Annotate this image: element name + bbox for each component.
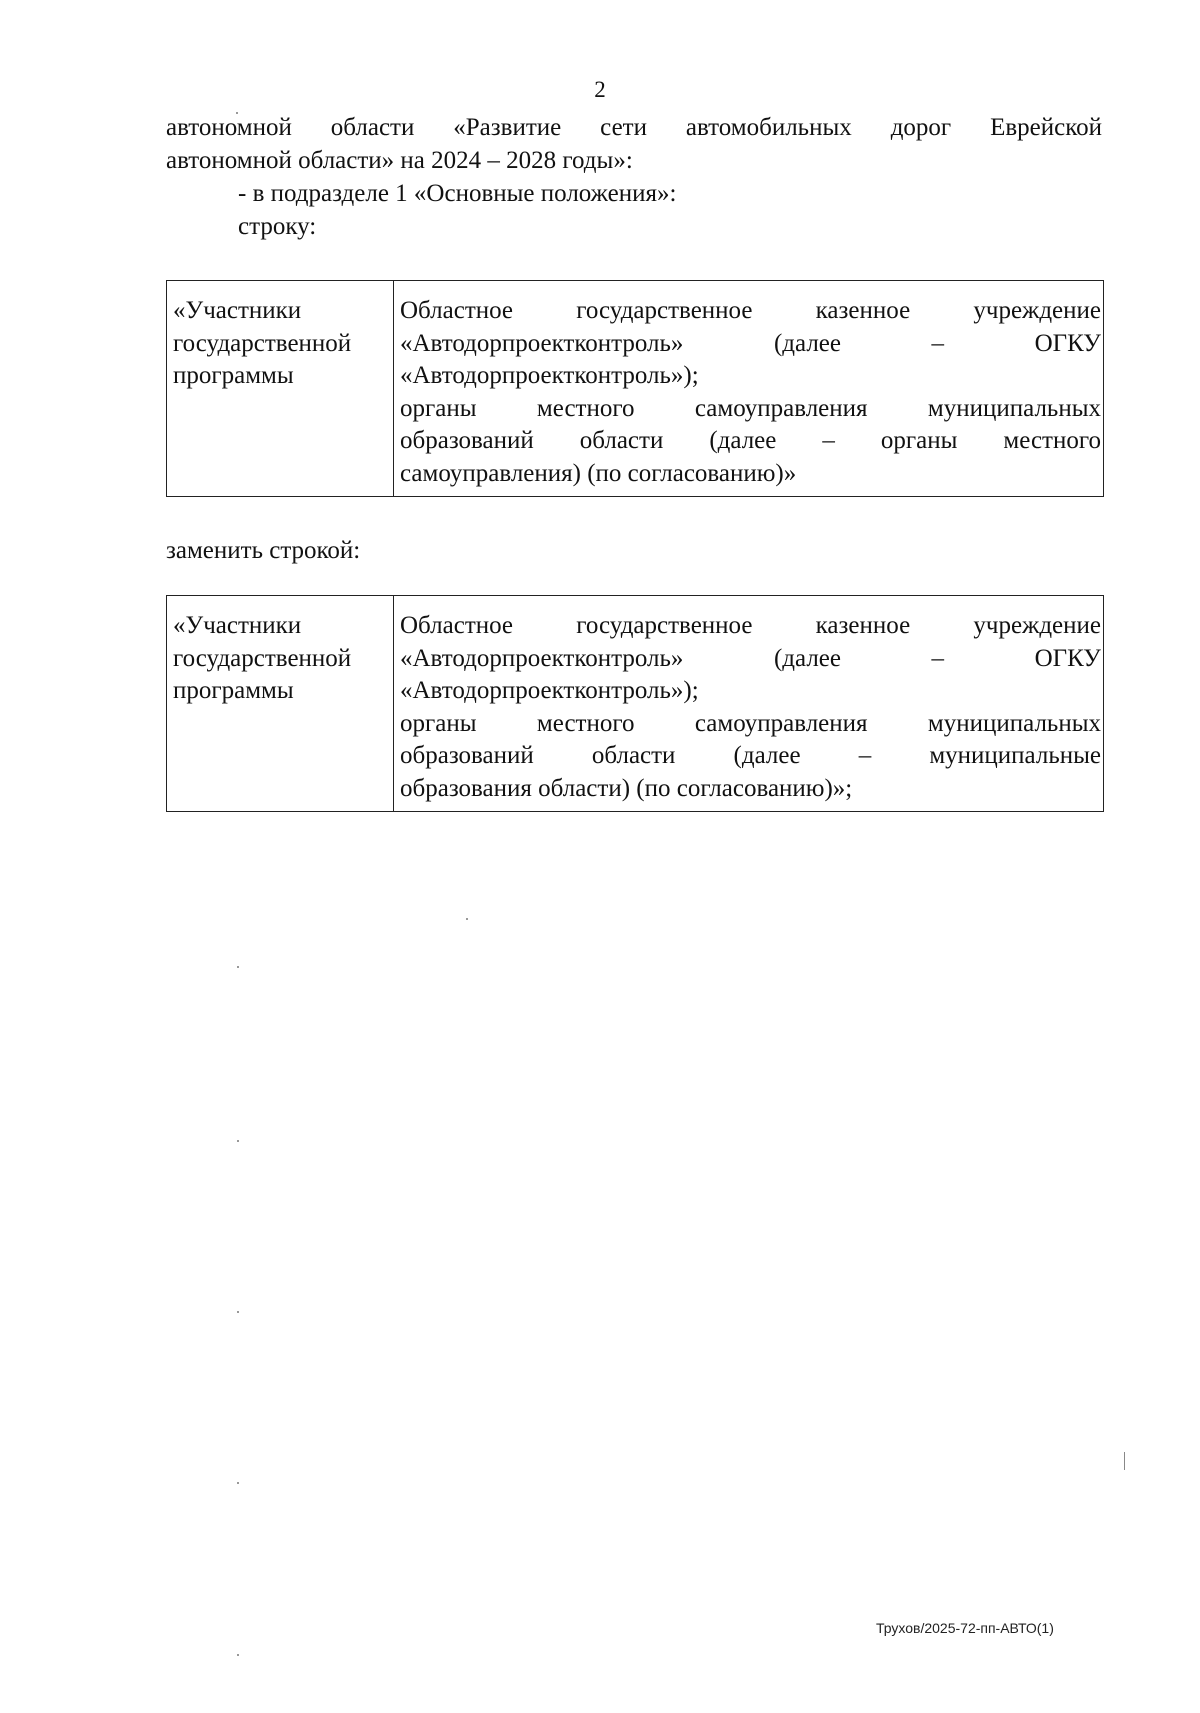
content-line: органы местного самоуправления муниципальных: [400, 709, 1101, 737]
old-row-content-cell: [394, 281, 1104, 497]
scan-speck: [237, 966, 239, 968]
row-label-text: строку:: [238, 213, 317, 240]
content-line: самоуправления) (по согласованию)»: [400, 459, 797, 487]
new-row-table: [166, 595, 1104, 812]
old-row-label-cell: [167, 281, 394, 497]
label-line: «Участники: [173, 612, 302, 639]
scan-speck: [466, 918, 468, 920]
scan-speck: [237, 1311, 239, 1313]
table-row: [167, 596, 1104, 812]
replace-label-line: [166, 534, 1102, 567]
label-line: программы: [173, 362, 294, 389]
content-line: «Автодорпроектконтроль» (далее – ОГКУ: [400, 329, 1101, 357]
label-line: программы: [173, 677, 294, 704]
scan-speck: [236, 112, 238, 114]
content-line: образования области) (по согласованию)»;: [400, 774, 853, 802]
new-row-label-cell: [167, 596, 394, 812]
content-line: «Автодорпроектконтроль»);: [400, 677, 699, 704]
page-number: 2: [594, 77, 606, 102]
document-code-footer: Трухов/2025-72-пп-АВТО(1): [876, 1620, 1054, 1636]
scan-speck: [237, 1140, 239, 1142]
scan-edge-mark: [1124, 1452, 1125, 1470]
content-line: «Автодорпроектконтроль» (далее – ОГКУ: [400, 644, 1101, 672]
table-row: [167, 281, 1104, 497]
label-line: «Участники: [173, 297, 302, 324]
row-label-line: [238, 210, 1102, 243]
content-line: «Автодорпроектконтроль»);: [400, 362, 699, 389]
content-line: Областное государственное казенное учреждение: [400, 297, 1101, 324]
intro-paragraph: [166, 111, 1102, 177]
intro-line-1: автономной области «Развитие сети автомобильных дорог Еврейской: [166, 114, 1102, 141]
label-line: государственной: [173, 644, 352, 672]
subsection-text: - в подразделе 1 «Основные положения»:: [238, 180, 677, 207]
content-line: Областное государственное казенное учреждение: [400, 612, 1101, 639]
subsection-line: [238, 177, 1102, 210]
label-line: государственной: [173, 329, 352, 357]
replace-label-text: заменить строкой:: [166, 537, 361, 564]
content-line: органы местного самоуправления муниципальных: [400, 394, 1101, 422]
new-row-content-cell: [394, 596, 1104, 812]
scan-speck: [237, 1654, 239, 1656]
intro-line-2: автономной области» на 2024 – 2028 годы»:: [166, 147, 633, 174]
content-line: образований области (далее – муниципальные: [400, 742, 1101, 769]
content-line: образований области (далее – органы местного: [400, 427, 1101, 454]
old-row-table: [166, 280, 1104, 497]
scan-speck: [237, 1482, 239, 1484]
